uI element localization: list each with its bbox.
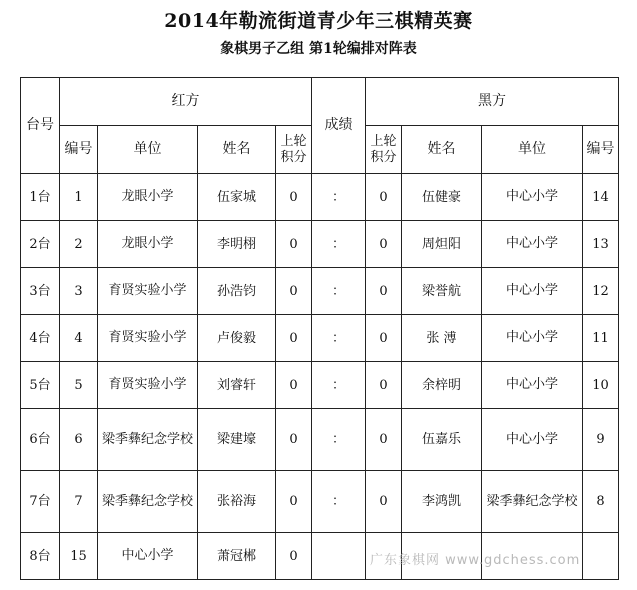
cell-red-unit: 梁季彝纪念学校 <box>98 409 198 471</box>
header-black-side: 黑方 <box>366 78 619 126</box>
header-score: 成绩 <box>312 78 366 174</box>
cell-black-no: 11 <box>583 315 619 362</box>
cell-black-name: 伍嘉乐 <box>402 409 482 471</box>
cell-black-no: 14 <box>583 174 619 221</box>
cell-board: 2台 <box>21 221 60 268</box>
cell-black-name: 周炟阳 <box>402 221 482 268</box>
cell-red-name: 卢俊毅 <box>198 315 276 362</box>
table-row <box>21 315 619 362</box>
page-subtitle: 象棋男子乙组 第1轮编排对阵表 <box>220 41 417 57</box>
watermark: 广东象棋网 www.gdchess.com <box>370 553 581 568</box>
cell-black-prev: 0 <box>366 221 402 268</box>
cell-black-prev: 0 <box>366 409 402 471</box>
cell-red-no: 15 <box>60 533 98 580</box>
cell-red-no: 6 <box>60 409 98 471</box>
cell-red-prev: 0 <box>276 221 312 268</box>
cell-black-no: 8 <box>583 471 619 533</box>
cell-score: ： <box>312 315 366 362</box>
cell-red-prev: 0 <box>276 174 312 221</box>
cell-red-no: 1 <box>60 174 98 221</box>
cell-black-unit: 中心小学 <box>482 315 583 362</box>
cell-black-unit: 中心小学 <box>482 174 583 221</box>
cell-red-prev: 0 <box>276 362 312 409</box>
cell-score: ： <box>312 362 366 409</box>
header-red-prev-score: 上轮积分 <box>276 126 312 174</box>
header-red-name: 姓名 <box>198 126 276 174</box>
cell-red-unit: 龙眼小学 <box>98 221 198 268</box>
table-row <box>21 409 619 471</box>
cell-red-prev: 0 <box>276 409 312 471</box>
table-row <box>21 174 619 221</box>
cell-black-prev: 0 <box>366 268 402 315</box>
cell-black-no <box>583 533 619 580</box>
cell-score: ： <box>312 409 366 471</box>
cell-red-prev: 0 <box>276 471 312 533</box>
cell-black-no: 9 <box>583 409 619 471</box>
cell-board: 3台 <box>21 268 60 315</box>
cell-red-unit: 育贤实验小学 <box>98 362 198 409</box>
cell-red-name: 刘睿轩 <box>198 362 276 409</box>
header-red-number: 编号 <box>60 126 98 174</box>
cell-score <box>312 533 366 580</box>
header-black-number: 编号 <box>583 126 619 174</box>
cell-red-no: 2 <box>60 221 98 268</box>
cell-score: ： <box>312 174 366 221</box>
cell-black-no: 13 <box>583 221 619 268</box>
header-black-prev-score: 上轮积分 <box>366 126 402 174</box>
cell-red-prev: 0 <box>276 268 312 315</box>
header-black-name: 姓名 <box>402 126 482 174</box>
table-row <box>21 471 619 533</box>
cell-red-prev: 0 <box>276 533 312 580</box>
cell-score: ： <box>312 268 366 315</box>
cell-black-unit: 中心小学 <box>482 268 583 315</box>
cell-black-prev: 0 <box>366 471 402 533</box>
header-board: 台号 <box>21 78 60 174</box>
cell-black-name: 梁誉航 <box>402 268 482 315</box>
cell-board: 7台 <box>21 471 60 533</box>
cell-red-unit: 中心小学 <box>98 533 198 580</box>
cell-black-unit: 中心小学 <box>482 221 583 268</box>
table-row <box>21 268 619 315</box>
cell-black-no: 12 <box>583 268 619 315</box>
cell-black-unit: 中心小学 <box>482 362 583 409</box>
cell-black-name: 李鸿凯 <box>402 471 482 533</box>
cell-black-unit: 梁季彝纪念学校 <box>482 471 583 533</box>
cell-red-unit: 梁季彝纪念学校 <box>98 471 198 533</box>
cell-black-prev: 0 <box>366 315 402 362</box>
cell-black-prev: 0 <box>366 174 402 221</box>
cell-red-unit: 龙眼小学 <box>98 174 198 221</box>
cell-score: ： <box>312 221 366 268</box>
cell-black-name: 伍健豪 <box>402 174 482 221</box>
cell-score: ： <box>312 471 366 533</box>
cell-red-name: 梁建壕 <box>198 409 276 471</box>
cell-red-no: 7 <box>60 471 98 533</box>
cell-black-unit: 中心小学 <box>482 409 583 471</box>
cell-black-prev: 0 <box>366 362 402 409</box>
cell-board: 6台 <box>21 409 60 471</box>
cell-black-no: 10 <box>583 362 619 409</box>
header-black-unit: 单位 <box>482 126 583 174</box>
table-row <box>21 221 619 268</box>
cell-red-name: 李明栩 <box>198 221 276 268</box>
cell-red-no: 5 <box>60 362 98 409</box>
cell-red-name: 孙浩钧 <box>198 268 276 315</box>
table-row <box>21 362 619 409</box>
page-title: 2014年勒流街道青少年三棋精英赛 <box>164 10 473 32</box>
cell-board: 1台 <box>21 174 60 221</box>
cell-board: 8台 <box>21 533 60 580</box>
pairing-table <box>20 77 619 580</box>
cell-red-unit: 育贤实验小学 <box>98 315 198 362</box>
cell-red-name: 萧冠郴 <box>198 533 276 580</box>
cell-red-name: 张裕海 <box>198 471 276 533</box>
cell-board: 5台 <box>21 362 60 409</box>
header-red-side: 红方 <box>60 78 312 126</box>
header-row-1 <box>21 78 619 126</box>
cell-black-name: 张 溥 <box>402 315 482 362</box>
cell-red-unit: 育贤实验小学 <box>98 268 198 315</box>
cell-red-no: 3 <box>60 268 98 315</box>
cell-red-no: 4 <box>60 315 98 362</box>
cell-board: 4台 <box>21 315 60 362</box>
cell-red-name: 伍家城 <box>198 174 276 221</box>
cell-black-name: 余梓明 <box>402 362 482 409</box>
header-red-unit: 单位 <box>98 126 198 174</box>
cell-red-prev: 0 <box>276 315 312 362</box>
